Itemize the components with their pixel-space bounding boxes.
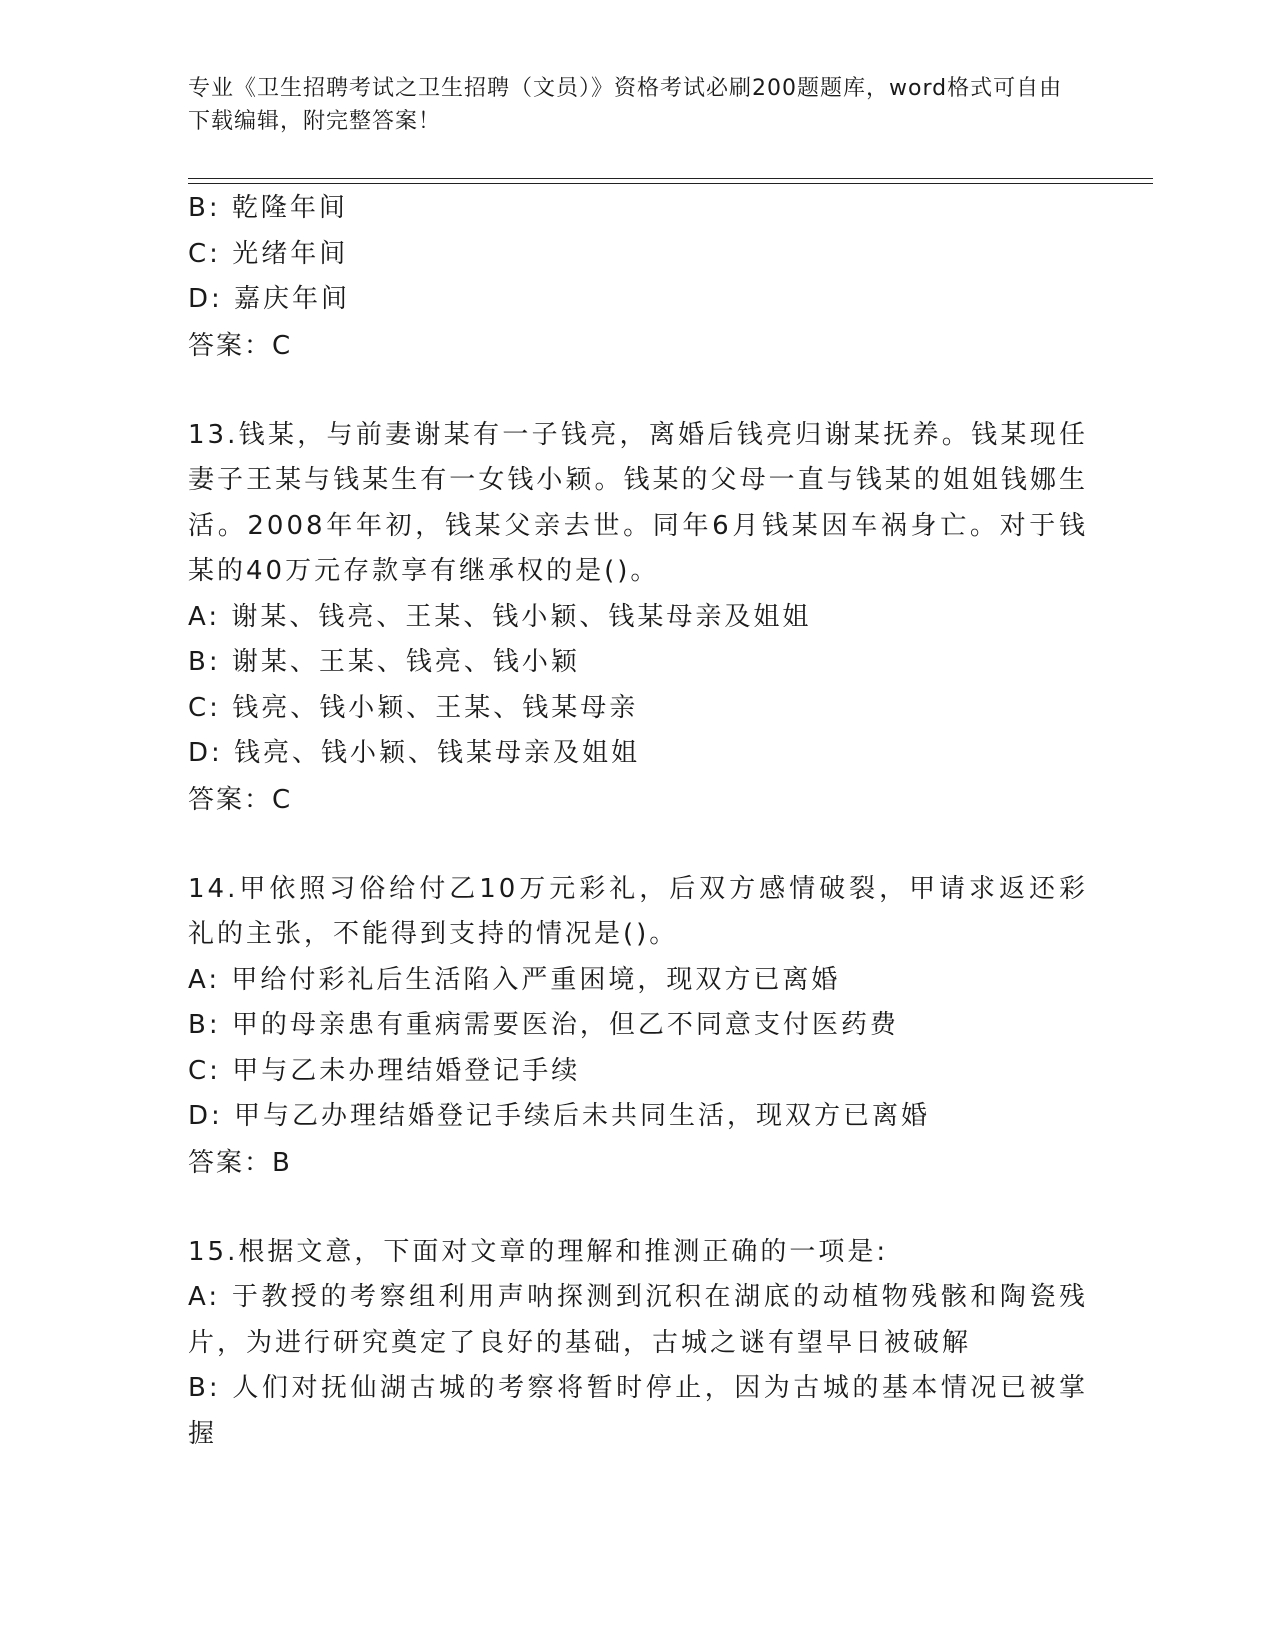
option-a: A: 于教授的考察组利用声呐探测到沉积在湖底的动植物残骸和陶瓷残片，为进行研究奠定了良好的基础，古城之谜有望早日被破解: [188, 1282, 1088, 1358]
question-15: [188, 1230, 1088, 1458]
header-rule-top: [188, 178, 1153, 179]
option-b: B: 人们对抚仙湖古城的考察将暂时停止，因为古城的基本情况已被掌握: [188, 1373, 1088, 1449]
answer: 答案：B: [188, 1147, 292, 1178]
document-body: [188, 186, 1088, 1457]
header-rule-bottom: [188, 183, 1153, 184]
question-13: [188, 413, 1088, 823]
header-title: 专业《卫生招聘考试之卫生招聘（文员）》资格考试必刷200题题库，word格式可自由下载编辑，附完整答案！: [188, 76, 1063, 134]
option-d: D: 钱亮、钱小颖、钱某母亲及姐姐: [188, 738, 641, 768]
question-12-tail: [188, 186, 1088, 369]
option-c: C: 光绪年间: [188, 238, 349, 269]
question-text: 13.钱某，与前妻谢某有一子钱亮，离婚后钱亮归谢某抚养。钱某现任妻子王某与钱某生有一女钱小颖。钱某的父母一直与钱某的姐姐钱娜生活。2008年年初，钱某父亲去世。同年6月钱某因车祸身亡。对于钱某的40万元存款享有继承权的是()。: [188, 419, 1088, 586]
answer: 答案：C: [188, 330, 293, 361]
option-a: A: 甲给付彩礼后生活陷入严重困境，现双方已离婚: [188, 964, 841, 995]
question-14: [188, 867, 1088, 1186]
option-d: D: 嘉庆年间: [188, 284, 351, 314]
question-text: 15.根据文意，下面对文章的理解和推测正确的一项是:: [188, 1236, 889, 1267]
option-b: B: 甲的母亲患有重病需要医治，但乙不同意支付医药费: [188, 1010, 899, 1040]
option-c: C: 钱亮、钱小颖、王某、钱某母亲: [188, 692, 639, 723]
option-d: D: 甲与乙办理结婚登记手续后未共同生活，现双方已离婚: [188, 1101, 931, 1131]
answer: 答案：C: [188, 784, 293, 815]
question-text: 14.甲依照习俗给付乙10万元彩礼，后双方感情破裂，甲请求返还彩礼的主张，不能得到支持的情况是()。: [188, 873, 1088, 949]
option-a: A: 谢某、钱亮、王某、钱小颖、钱某母亲及姐姐: [188, 601, 812, 632]
option-c: C: 甲与乙未办理结婚登记手续: [188, 1055, 581, 1086]
document-header: [188, 72, 1068, 138]
option-b: B: 谢某、王某、钱亮、钱小颖: [188, 647, 580, 677]
option-b: B: 乾隆年间: [188, 193, 348, 223]
